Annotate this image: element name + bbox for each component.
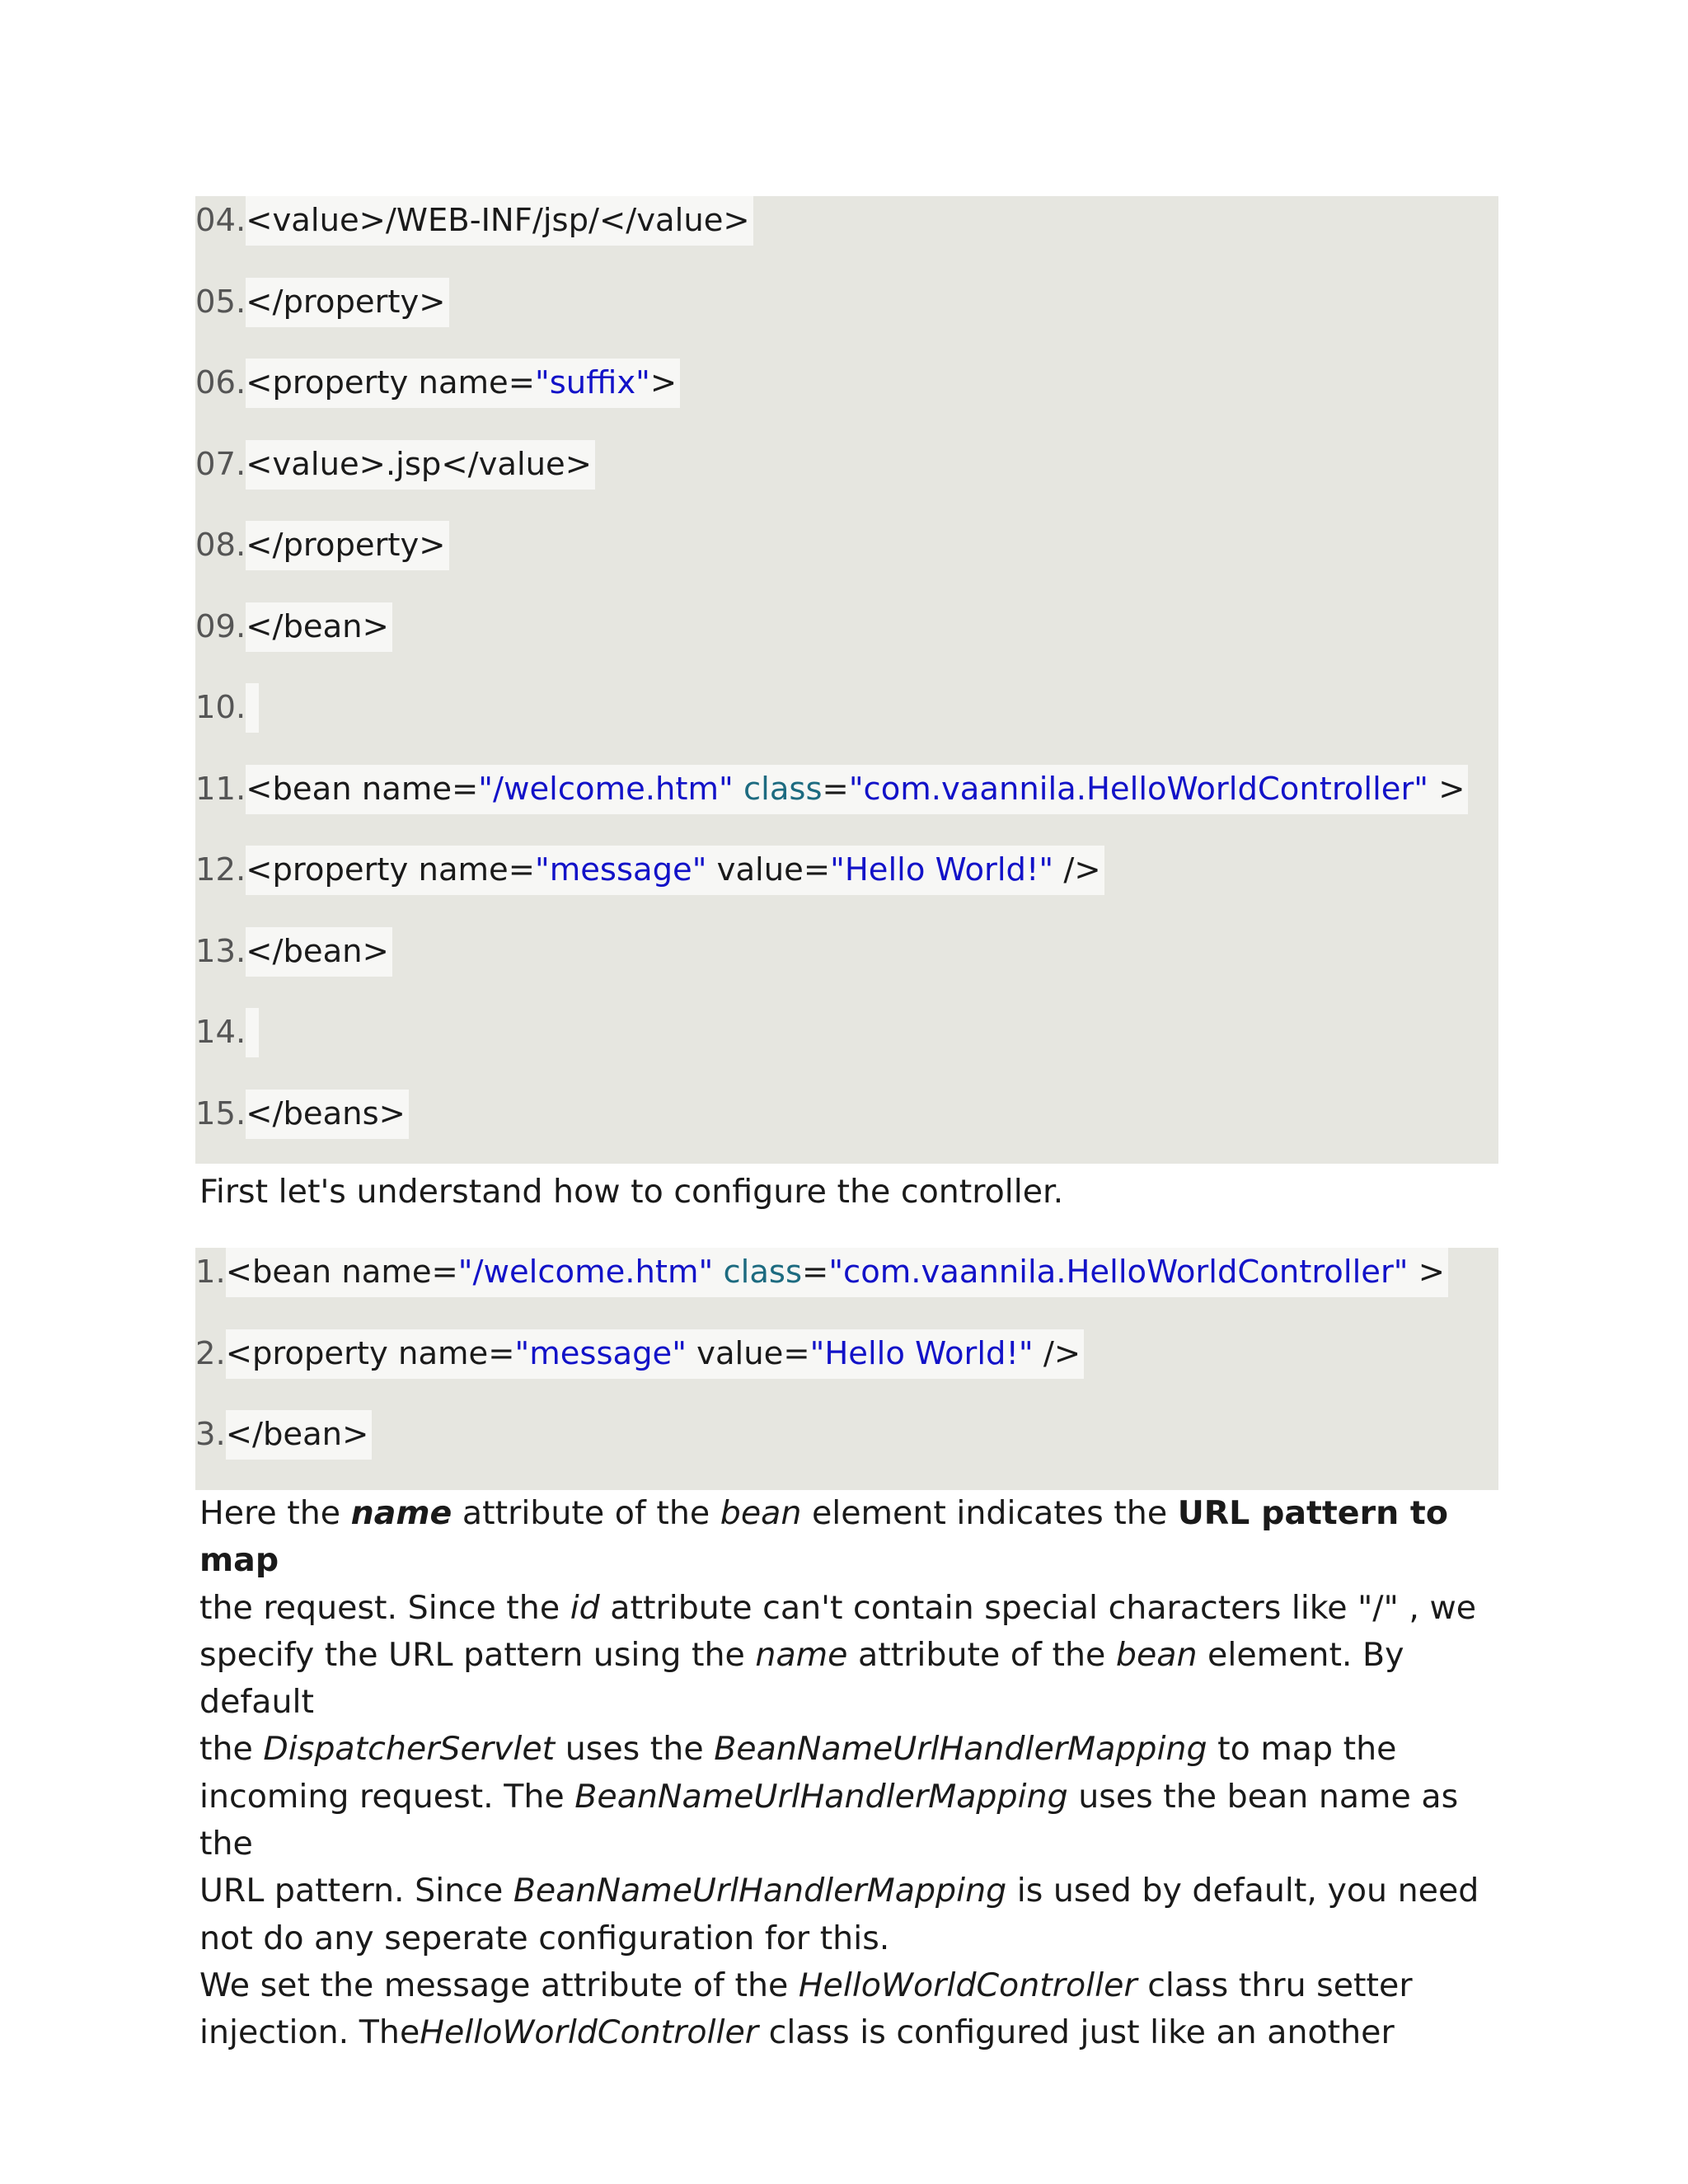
line-number: 11. <box>195 770 246 808</box>
line-content <box>246 1008 259 1057</box>
italic-text: bean <box>1115 1635 1198 1674</box>
italic-text: HelloWorldController <box>798 1966 1137 2004</box>
string-literal: "Hello World!" <box>830 851 1054 888</box>
text-run: class thru setter <box>1137 1966 1413 2004</box>
markup-text: = <box>822 770 849 808</box>
markup-text <box>734 771 743 808</box>
text-run: the request. Since the <box>199 1588 570 1627</box>
bold-text: URL pattern to map <box>199 1494 1448 1580</box>
markup-text: value= <box>706 851 831 888</box>
text-run: the <box>199 1730 264 1769</box>
markup-text: </beans> <box>246 1094 406 1132</box>
paragraph-line <box>199 1915 1485 1962</box>
markup-text: </property> <box>246 283 446 321</box>
markup-text <box>713 1254 723 1291</box>
text-run: We set the message attribute of the <box>199 1966 799 2004</box>
line-number: 13. <box>195 932 246 970</box>
code-line <box>195 278 449 327</box>
line-number: 2. <box>195 1334 226 1372</box>
paragraph-line <box>199 1962 1485 2009</box>
code-line <box>195 440 595 490</box>
text-run: attribute of the <box>452 1494 720 1532</box>
markup-text: <bean name= <box>225 1254 458 1291</box>
markup-text: > <box>649 364 678 401</box>
code-line <box>195 1248 1448 1297</box>
line-number: 12. <box>195 851 246 888</box>
text-run: to map the <box>1207 1730 1397 1769</box>
intro-sentence: First let's understand how to configure the controller. <box>199 1173 1064 1211</box>
code-block-view-resolver <box>195 196 1498 1164</box>
paragraph-line <box>199 1774 1485 1868</box>
line-content <box>246 683 259 733</box>
code-line <box>195 1008 259 1057</box>
markup-text: </bean> <box>246 607 389 645</box>
markup-text: <property name= <box>225 1334 515 1372</box>
text-run: element. By default <box>199 1635 1404 1722</box>
line-number: 06. <box>195 364 246 401</box>
line-content <box>246 196 753 246</box>
string-literal: "/welcome.htm" <box>478 770 734 808</box>
text-run: class is configured just like an another <box>758 2013 1395 2052</box>
string-literal: "message" <box>534 851 707 888</box>
markup-text: <property name= <box>246 851 535 888</box>
explanation-paragraph <box>199 1490 1485 2057</box>
code-block-controller-config <box>195 1248 1498 1490</box>
paragraph-line <box>199 1726 1485 1773</box>
line-number: 14. <box>195 1014 246 1051</box>
markup-text: /> <box>1053 851 1101 888</box>
italic-text: HelloWorldController <box>420 2013 759 2052</box>
markup-text: <value>/WEB-INF/jsp/</value> <box>246 202 750 239</box>
italic-text: BeanNameUrlHandlerMapping <box>574 1777 1068 1816</box>
line-number: 07. <box>195 445 246 483</box>
string-literal: "com.vaannila.HelloWorldController" <box>828 1254 1409 1291</box>
code-line <box>195 521 449 570</box>
text-run: Here the <box>199 1494 351 1532</box>
markup-text <box>246 689 256 726</box>
text-run: attribute of the <box>847 1635 1116 1674</box>
line-number: 08. <box>195 527 246 564</box>
markup-text <box>246 1014 256 1051</box>
paragraph-line <box>199 1490 1485 1585</box>
bold-italic-text: name <box>350 1494 452 1532</box>
markup-text: <property name= <box>246 364 535 401</box>
line-content <box>246 765 1468 814</box>
line-number: 1. <box>195 1254 226 1291</box>
text-run: not do any seperate configuration for this. <box>199 1919 890 1957</box>
line-content <box>246 927 392 977</box>
markup-text: > <box>1408 1254 1445 1291</box>
code-line <box>195 359 680 408</box>
markup-text: </bean> <box>246 932 389 970</box>
line-content <box>226 1248 1448 1297</box>
line-content <box>246 278 448 327</box>
paragraph-line <box>199 1868 1485 1915</box>
italic-text: id <box>570 1588 600 1627</box>
text-run: injection. The <box>199 2013 420 2052</box>
text-run: is used by default, you need <box>1006 1872 1479 1910</box>
text-run: incoming request. The <box>199 1777 575 1816</box>
code-line <box>195 602 392 652</box>
line-number: 09. <box>195 607 246 645</box>
line-content <box>246 1090 409 1139</box>
attribute-keyword: class <box>743 770 823 808</box>
line-content <box>246 359 680 408</box>
paragraph-line <box>199 1585 1485 1632</box>
text-run: attribute can't contain special characters like "/" , we <box>599 1588 1477 1627</box>
code-line <box>195 1329 1084 1379</box>
string-literal: "message" <box>514 1334 687 1372</box>
markup-text: /> <box>1033 1334 1081 1372</box>
string-literal: "com.vaannila.HelloWorldController" <box>848 770 1428 808</box>
code-line <box>195 765 1468 814</box>
code-line <box>195 927 392 977</box>
text-run: uses the <box>555 1730 715 1769</box>
line-content <box>246 521 448 570</box>
attribute-keyword: class <box>723 1254 803 1291</box>
code-line <box>195 1410 372 1460</box>
paragraph-line <box>199 1632 1485 1727</box>
markup-text: > <box>1428 770 1465 808</box>
line-number: 05. <box>195 283 246 321</box>
code-line <box>195 846 1104 895</box>
code-line <box>195 196 753 246</box>
line-number: 15. <box>195 1094 246 1132</box>
string-literal: "/welcome.htm" <box>457 1254 714 1291</box>
text-run: element indicates the <box>801 1494 1178 1532</box>
line-number: 04. <box>195 202 246 239</box>
text-run: uses the bean name as the <box>199 1777 1459 1863</box>
markup-text: </bean> <box>225 1416 369 1453</box>
italic-text: BeanNameUrlHandlerMapping <box>714 1730 1207 1769</box>
italic-text: BeanNameUrlHandlerMapping <box>513 1872 1007 1910</box>
text-run: specify the URL pattern using the <box>199 1635 756 1674</box>
line-number: 10. <box>195 689 246 726</box>
line-content <box>226 1410 373 1460</box>
string-literal: "Hello World!" <box>809 1334 1034 1372</box>
string-literal: "suffix" <box>534 364 650 401</box>
markup-text: <bean name= <box>246 770 479 808</box>
markup-text: = <box>802 1254 829 1291</box>
line-number: 3. <box>195 1416 226 1453</box>
code-line <box>195 683 259 733</box>
markup-text: </property> <box>246 527 446 564</box>
markup-text: value= <box>686 1334 810 1372</box>
italic-text: DispatcherServlet <box>263 1730 556 1769</box>
code-line <box>195 1090 409 1139</box>
text-run: URL pattern. Since <box>199 1872 513 1910</box>
paragraph-line <box>199 2009 1485 2056</box>
line-content <box>246 846 1104 895</box>
markup-text: <value>.jsp</value> <box>246 445 592 483</box>
line-content <box>246 440 595 490</box>
italic-text: bean <box>720 1494 802 1532</box>
line-content <box>246 602 392 652</box>
line-content <box>226 1329 1084 1379</box>
italic-text: name <box>755 1635 848 1674</box>
